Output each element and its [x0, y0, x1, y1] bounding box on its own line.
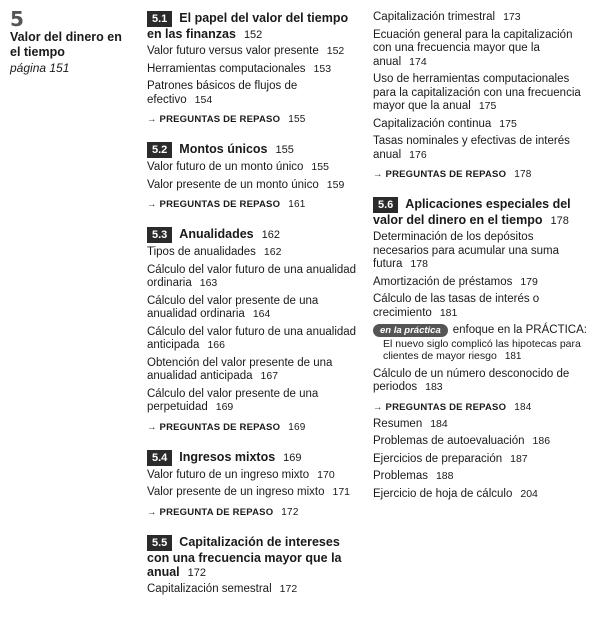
review-page: 155: [288, 114, 306, 125]
entry-text: Cálculo del valor presente de una perpetuidad: [147, 387, 319, 413]
section-number-badge: 5.5: [147, 535, 172, 551]
entry-text: Capitalización trimestral: [373, 11, 496, 23]
entry-page: 173: [503, 11, 521, 23]
review-questions-link[interactable]: [373, 168, 588, 181]
end-matter-entry[interactable]: [373, 470, 588, 484]
toc-entry[interactable]: [147, 583, 359, 597]
entry-page: 171: [332, 486, 351, 498]
review-label: PREGUNTAS DE REPASO: [159, 421, 281, 433]
entry-text: Valor futuro versus valor presente: [147, 45, 319, 57]
entry-text: Capitalización semestral: [147, 582, 272, 595]
entry-text: Capitalización continua: [373, 117, 492, 130]
section-page: 178: [550, 215, 569, 227]
toc-entry[interactable]: [147, 357, 359, 384]
entry-text: Cálculo de un número desconocido de periodos: [373, 367, 570, 393]
section-page: 155: [275, 144, 294, 156]
toc-entry[interactable]: [147, 161, 359, 175]
arrow-icon: →: [147, 421, 160, 433]
practice-feature-entry[interactable]: [373, 324, 588, 364]
review-label: PREGUNTA DE REPASO: [159, 506, 274, 518]
review-page: 161: [288, 199, 306, 210]
entry-text: Problemas de autoevaluación: [373, 435, 525, 447]
section-5.5: [147, 535, 359, 597]
section-number-badge: 5.1: [147, 11, 172, 27]
section-number-badge: 5.6: [373, 197, 398, 213]
section-page: 152: [243, 29, 263, 41]
entry-page: 167: [260, 370, 279, 382]
arrow-icon: →: [147, 199, 160, 210]
entry-page: 175: [478, 100, 497, 112]
toc-entry[interactable]: [147, 63, 359, 77]
toc-column-right: [373, 11, 588, 505]
entry-page: 172: [279, 582, 298, 595]
entry-page: 166: [207, 339, 225, 351]
entry-text: Resumen: [373, 417, 423, 430]
toc-entry[interactable]: [147, 246, 359, 260]
section-number-badge: 5.3: [147, 227, 172, 243]
review-page: 169: [288, 421, 306, 433]
entry-page: 186: [532, 435, 551, 447]
section-heading[interactable]: [147, 11, 359, 42]
feature-text: El nuevo siglo complicó las hipotecas para clientes de mayor riesgo: [383, 337, 581, 362]
entry-page: 170: [317, 468, 335, 481]
entry-text: Patrones básicos de flujos de efectivo: [147, 80, 298, 106]
review-questions-link[interactable]: [147, 421, 359, 434]
end-matter-entry[interactable]: [373, 488, 588, 502]
entry-text: Valor presente de un monto único: [147, 178, 319, 191]
entry-page: 174: [409, 55, 427, 68]
chapter-title: Valor del dinero en el tiempo: [10, 30, 122, 59]
entry-page: 155: [311, 161, 329, 173]
toc-entry[interactable]: [147, 45, 359, 59]
entry-text: Tipos de anualidades: [147, 246, 256, 258]
section-5.4: [147, 450, 359, 519]
review-label: PREGUNTAS DE REPASO: [385, 169, 507, 180]
entry-page: 164: [252, 308, 271, 320]
section-number-badge: 5.4: [147, 450, 172, 466]
entry-page: 152: [326, 45, 345, 57]
entry-page: 181: [439, 306, 458, 319]
feature-subtitle: [383, 338, 588, 364]
entry-page: 175: [499, 117, 517, 130]
section-5.2: [147, 142, 359, 211]
entry-page: 187: [510, 452, 528, 465]
toc-column-left: [147, 11, 359, 612]
entry-text: Ecuación general para la capitalización con una frecuencia mayor que la anual: [373, 28, 573, 68]
section-5.6: [373, 197, 588, 414]
review-page: 178: [514, 169, 532, 180]
entry-page: 163: [199, 277, 218, 289]
entry-text: Cálculo del valor futuro de una anualidad anticipada: [147, 325, 357, 351]
section-heading[interactable]: [147, 227, 359, 243]
review-label: PREGUNTAS DE REPASO: [159, 199, 281, 210]
toc-entry[interactable]: [147, 326, 359, 353]
toc-entry[interactable]: [147, 179, 359, 193]
entry-page: 162: [263, 246, 282, 258]
entry-text: Ejercicios de preparación: [373, 452, 503, 465]
toc-entry[interactable]: [147, 469, 359, 483]
toc-entry[interactable]: [373, 11, 588, 25]
entry-page: 183: [425, 381, 443, 393]
entry-text: Ejercicio de hoja de cálculo: [373, 487, 513, 500]
entry-text: Problemas: [373, 470, 428, 482]
entry-text: Cálculo del valor presente de una anualidad ordinaria: [147, 294, 319, 320]
section-5.1: [147, 11, 359, 126]
review-questions-link[interactable]: [147, 198, 359, 211]
review-questions-link[interactable]: [147, 113, 359, 126]
entry-page: 179: [520, 275, 538, 288]
entry-text: Amortización de préstamos: [373, 275, 513, 288]
entry-text: Cálculo de las tasas de interés o crecimiento: [373, 293, 540, 319]
section-number-badge: 5.2: [147, 142, 172, 158]
section-title: Anualidades: [179, 227, 254, 241]
entry-text: Valor presente de un ingreso mixto: [147, 486, 325, 498]
toc-entry[interactable]: [373, 118, 588, 132]
entry-text: Valor futuro de un ingreso mixto: [147, 468, 310, 481]
chapter-header: [10, 8, 130, 76]
toc-entry[interactable]: [147, 80, 359, 107]
entry-page: 178: [410, 258, 428, 270]
section-page: 172: [187, 566, 207, 579]
section-page: 162: [261, 229, 280, 241]
toc-entry[interactable]: [147, 264, 359, 291]
toc-entry[interactable]: [147, 388, 359, 415]
entry-page: 176: [409, 148, 427, 161]
section-title: El papel del valor del tiempo en las finanzas: [147, 11, 349, 41]
entry-page: 169: [215, 401, 234, 413]
section-title: Capitalización de intereses con una frecuencia mayor que la anual: [147, 534, 342, 579]
section-heading[interactable]: [373, 197, 588, 228]
toc-entry[interactable]: [373, 293, 588, 320]
section-heading[interactable]: [147, 450, 359, 466]
arrow-icon: →: [147, 114, 160, 125]
toc-entry[interactable]: [373, 276, 588, 290]
toc-entry[interactable]: [147, 295, 359, 322]
end-matter-entry[interactable]: [373, 418, 588, 432]
section-title: Aplicaciones especiales del valor del dinero en el tiempo: [373, 197, 571, 227]
entry-text: Cálculo del valor futuro de una anualidad ordinaria: [147, 263, 357, 289]
toc-entry[interactable]: [373, 231, 588, 272]
end-matter-entry[interactable]: [373, 453, 588, 467]
toc-entry[interactable]: [373, 368, 588, 395]
toc-entry[interactable]: [373, 29, 588, 70]
chapter-page: página 151: [10, 61, 70, 75]
entry-text: Valor futuro de un monto único: [147, 161, 304, 173]
entry-text: Determinación de los depósitos necesarios para acumular una suma futura: [373, 231, 560, 270]
feature-title: enfoque en la PRÁCTICA:: [452, 324, 587, 336]
section-heading[interactable]: [147, 142, 359, 158]
entry-text: Herramientas computacionales: [147, 62, 306, 75]
section-heading[interactable]: [147, 535, 359, 580]
entry-page: 184: [430, 417, 448, 430]
review-questions-link[interactable]: [373, 401, 588, 414]
review-page: 172: [281, 506, 299, 518]
review-questions-link[interactable]: [147, 506, 359, 519]
entry-page: 153: [313, 62, 332, 75]
entry-page: 204: [520, 487, 538, 500]
arrow-icon: →: [373, 169, 386, 180]
review-page: 184: [514, 401, 532, 413]
feature-page: 181: [504, 351, 522, 362]
entry-page: 154: [194, 93, 213, 106]
section-5.5-continued: [373, 11, 588, 181]
arrow-icon: →: [147, 506, 160, 518]
review-label: PREGUNTAS DE REPASO: [159, 114, 281, 125]
toc-entry[interactable]: [373, 73, 588, 114]
entry-text: Obtención del valor presente de una anualidad anticipada: [147, 356, 333, 382]
section-title: Montos únicos: [179, 142, 268, 156]
review-label: PREGUNTAS DE REPASO: [385, 401, 507, 413]
chapter-number: 5: [10, 7, 24, 31]
practice-badge: en la práctica: [373, 324, 448, 337]
section-page: 169: [283, 451, 302, 464]
section-title: Ingresos mixtos: [179, 449, 276, 464]
end-matter-entry[interactable]: [373, 435, 588, 449]
toc-entry[interactable]: [147, 486, 359, 500]
section-5.3: [147, 227, 359, 434]
arrow-icon: →: [373, 401, 386, 413]
entry-page: 159: [326, 178, 345, 191]
entry-text: Uso de herramientas computacionales para la capitalización con una frecuencia mayor que la anual: [373, 73, 581, 112]
entry-text: Tasas nominales y efectivas de interés anual: [373, 135, 570, 161]
toc-entry[interactable]: [373, 135, 588, 162]
entry-page: 188: [435, 470, 454, 482]
